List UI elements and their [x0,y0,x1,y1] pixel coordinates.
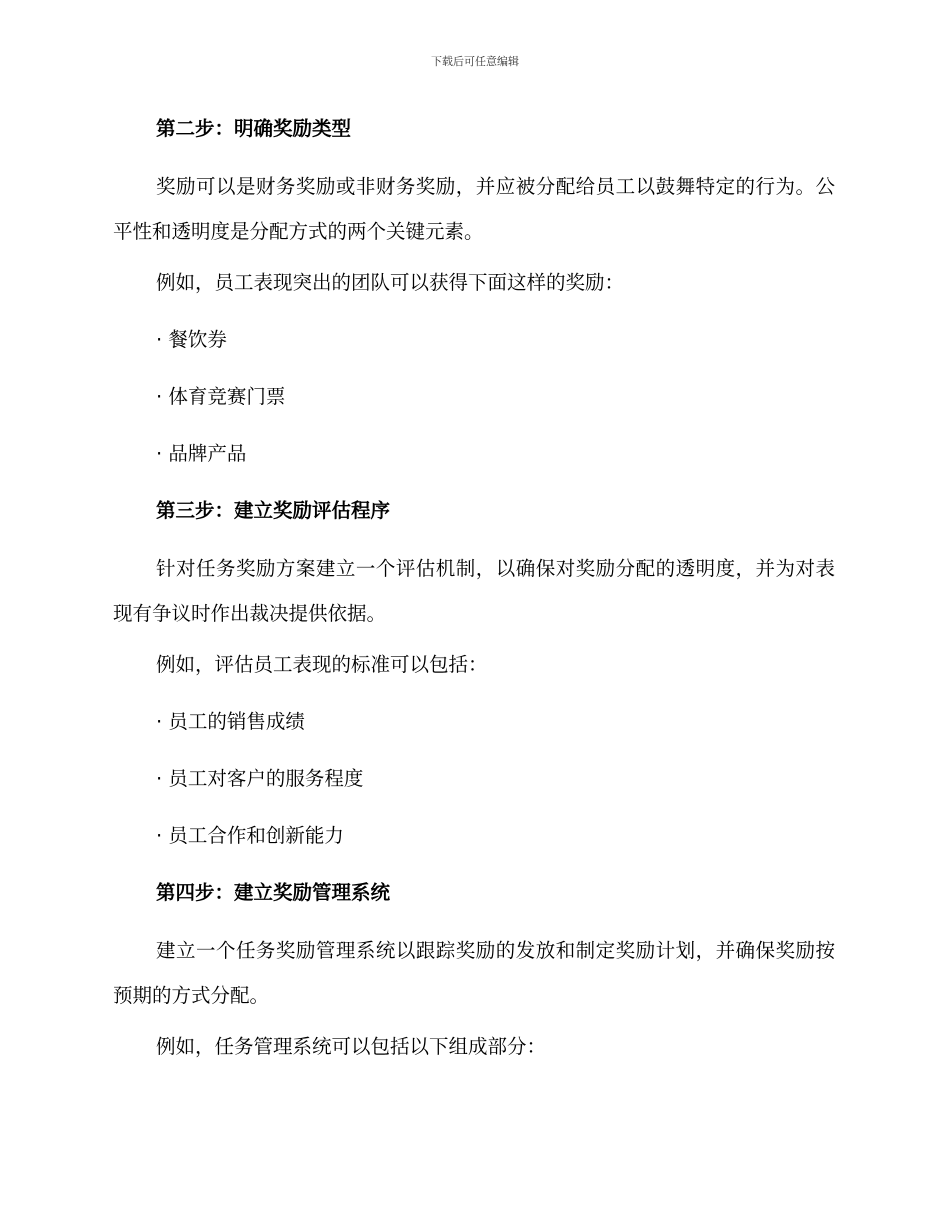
section-heading-step4: 第四步：建立奖励管理系统 [156,881,391,904]
page-header: 下载后可任意编辑 [431,55,519,68]
paragraph-reward-examples-intro: 例如，员工表现突出的团队可以获得下面这样的奖励： [156,271,625,294]
paragraph-evaluation-criteria-intro: 例如，评估员工表现的标准可以包括： [156,653,488,676]
paragraph-management-system: 建立一个任务奖励管理系统以跟踪奖励的发放和制定奖励计划，并确保奖励按预期的方式分配。 [113,939,835,1007]
paragraph-reward-types: 奖励可以是财务奖励或非财务奖励，并应被分配给员工以鼓舞特定的行为。公平性和透明度是分配方式的两个关键元素。 [113,175,835,243]
section-heading-step2: 第二步：明确奖励类型 [156,117,352,140]
list-item: · 员工的销售成绩 [156,710,305,733]
list-item: · 员工合作和创新能力 [156,824,344,847]
list-item: · 餐饮券 [156,328,227,351]
list-item: · 品牌产品 [156,442,247,465]
paragraph-evaluation-mechanism: 针对任务奖励方案建立一个评估机制，以确保对奖励分配的透明度，并为对表现有争议时作出裁决提供依据。 [113,557,835,625]
list-item: · 体育竞赛门票 [156,385,286,408]
paragraph-management-components-intro: 例如，任务管理系统可以包括以下组成部分： [156,1035,547,1058]
list-item: · 员工对客户的服务程度 [156,767,364,790]
document-body [113,112,835,1087]
section-heading-step3: 第三步：建立奖励评估程序 [156,499,391,522]
